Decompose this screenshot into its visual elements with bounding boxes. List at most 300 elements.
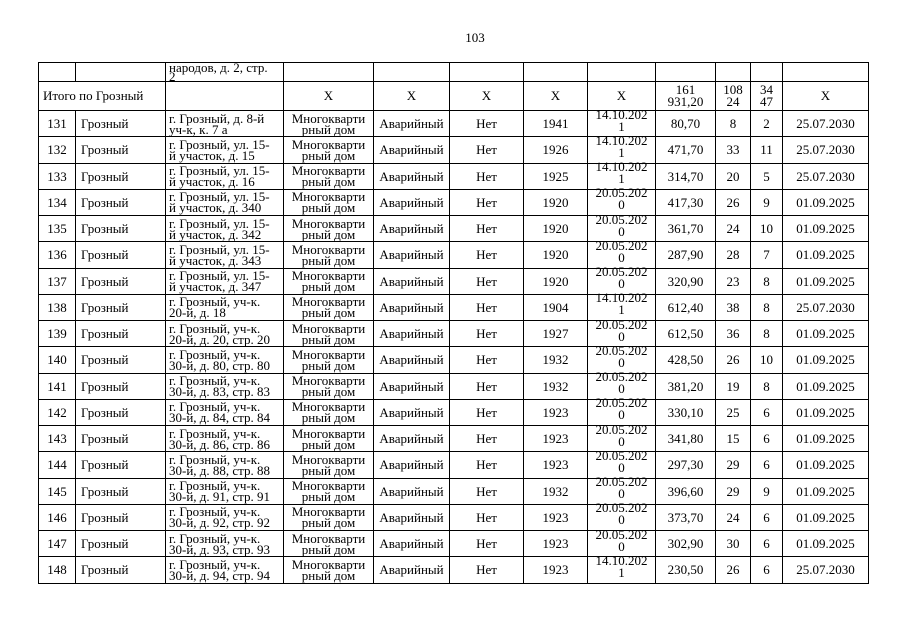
continuation-row bbox=[39, 63, 869, 82]
building-type: Многоквартирный дом bbox=[291, 215, 366, 242]
flag-value: Нет bbox=[476, 483, 497, 499]
count-a-cell bbox=[716, 373, 751, 399]
count-a-cell bbox=[716, 531, 751, 557]
flag-cell bbox=[450, 531, 524, 557]
area-cell bbox=[656, 163, 716, 189]
table-row bbox=[39, 294, 869, 320]
year-built-cell bbox=[524, 452, 588, 478]
relocation-date-cell bbox=[783, 531, 869, 557]
year-built: 1904 bbox=[542, 299, 569, 315]
recognized-date: 20.05.2020 bbox=[595, 474, 648, 502]
city-cell bbox=[76, 478, 166, 504]
table-row bbox=[39, 189, 869, 215]
count-b-cell bbox=[751, 399, 783, 425]
city-cell bbox=[76, 321, 166, 347]
table-row bbox=[39, 111, 869, 137]
table-body bbox=[39, 60, 869, 584]
city-cell bbox=[76, 268, 166, 294]
area-value: 396,60 bbox=[667, 483, 704, 499]
count-a-cell bbox=[716, 216, 751, 242]
address-text: г. Грозный, уч-к. 30-й, д. 83, стр. 83 bbox=[169, 373, 271, 400]
address-text: г. Грозный, уч-к. 30-й, д. 84, стр. 84 bbox=[169, 399, 271, 426]
city-cell bbox=[76, 294, 166, 320]
count-a-value: 33 bbox=[726, 142, 740, 158]
address-text: г. Грозный, ул. 15-й участок, д. 16 bbox=[169, 163, 270, 190]
count-b-cell bbox=[751, 504, 783, 530]
area-cell bbox=[656, 347, 716, 373]
total-label-cell bbox=[39, 82, 166, 111]
condition-cell bbox=[374, 426, 450, 452]
relocation-date-cell bbox=[783, 216, 869, 242]
relocation-date-cell bbox=[783, 137, 869, 163]
year-built: 1923 bbox=[542, 457, 569, 473]
count-a-value: 29 bbox=[726, 457, 740, 473]
building-type-cell bbox=[284, 373, 374, 399]
relocation-date: 01.09.2025 bbox=[796, 378, 855, 394]
row-number-cell bbox=[39, 137, 76, 163]
flag-value: Нет bbox=[476, 509, 497, 525]
count-b-cell bbox=[751, 347, 783, 373]
recognized-date: 20.05.2020 bbox=[595, 421, 648, 449]
area-value: 428,50 bbox=[667, 352, 704, 368]
row-number-cell bbox=[39, 321, 76, 347]
row-number: 133 bbox=[47, 168, 67, 184]
condition-status: Аварийный bbox=[379, 352, 444, 368]
condition-cell bbox=[374, 163, 450, 189]
count-a-value: 24 bbox=[726, 509, 740, 525]
count-a-cell bbox=[716, 557, 751, 583]
year-built: 1927 bbox=[542, 326, 569, 342]
condition-status: Аварийный bbox=[379, 299, 444, 315]
building-type: Многоквартирный дом bbox=[291, 346, 366, 373]
year-built-cell bbox=[524, 294, 588, 320]
city-name: Грозный bbox=[81, 194, 129, 210]
row-number: 139 bbox=[47, 326, 67, 342]
condition-cell bbox=[374, 189, 450, 215]
count-b-value: 5 bbox=[763, 168, 770, 184]
relocation-date-cell bbox=[783, 268, 869, 294]
count-b-cell bbox=[751, 373, 783, 399]
table-row bbox=[39, 321, 869, 347]
city-cell bbox=[76, 452, 166, 478]
building-type: Многоквартирный дом bbox=[291, 399, 366, 426]
address-text: г. Грозный, уч-к. 20-й, д. 20, стр. 20 bbox=[169, 320, 271, 347]
row-number: 143 bbox=[47, 431, 67, 447]
city-cell bbox=[76, 557, 166, 583]
area-value: 297,30 bbox=[667, 457, 704, 473]
recognized-date: 20.05.2020 bbox=[595, 447, 648, 475]
year-built-cell bbox=[524, 163, 588, 189]
count-b-value: 9 bbox=[763, 194, 770, 210]
count-a-cell bbox=[716, 242, 751, 268]
row-number-cell bbox=[39, 347, 76, 373]
condition-cell bbox=[374, 399, 450, 425]
city-name: Грозный bbox=[81, 221, 129, 237]
address-text: г. Грозный, уч-к. 30-й, д. 88, стр. 88 bbox=[169, 451, 271, 478]
table-row bbox=[39, 137, 869, 163]
count-b-value: 8 bbox=[763, 378, 770, 394]
relocation-date: 25.07.2030 bbox=[796, 299, 855, 315]
total-row bbox=[39, 82, 869, 111]
total-relocation-date: X bbox=[820, 88, 831, 103]
area-value: 612,50 bbox=[667, 326, 704, 342]
condition-cell bbox=[374, 111, 450, 137]
area-cell bbox=[656, 189, 716, 215]
flag-value: Нет bbox=[476, 326, 497, 342]
recognized-date: 20.05.2020 bbox=[595, 185, 648, 213]
table-row bbox=[39, 373, 869, 399]
condition-status: Аварийный bbox=[379, 536, 444, 552]
condition-status: Аварийный bbox=[379, 404, 444, 420]
flag-cell bbox=[450, 452, 524, 478]
count-b-value: 6 bbox=[763, 562, 770, 578]
building-type-cell bbox=[284, 216, 374, 242]
condition-cell bbox=[374, 478, 450, 504]
count-b-cell bbox=[751, 321, 783, 347]
row-number: 146 bbox=[47, 509, 67, 525]
year-built-cell bbox=[524, 557, 588, 583]
building-type-cell bbox=[284, 294, 374, 320]
relocation-date-cell bbox=[783, 294, 869, 320]
year-built-cell bbox=[524, 321, 588, 347]
row-number-cell bbox=[39, 216, 76, 242]
relocation-date: 01.09.2025 bbox=[796, 247, 855, 263]
count-b-cell bbox=[751, 137, 783, 163]
flag-value: Нет bbox=[476, 431, 497, 447]
total-building-type-cell bbox=[284, 82, 374, 111]
count-a-cell bbox=[716, 399, 751, 425]
building-type-cell bbox=[284, 242, 374, 268]
building-type-cell bbox=[284, 189, 374, 215]
recognized-date: 20.05.2020 bbox=[595, 316, 648, 344]
count-a-cell bbox=[716, 268, 751, 294]
row-number: 138 bbox=[47, 299, 67, 315]
area-cell bbox=[656, 373, 716, 399]
condition-cell bbox=[374, 321, 450, 347]
flag-value: Нет bbox=[476, 168, 497, 184]
count-a-value: 23 bbox=[726, 273, 740, 289]
row-number: 141 bbox=[47, 378, 67, 394]
count-a-value: 26 bbox=[726, 194, 740, 210]
area-cell bbox=[656, 452, 716, 478]
count-b-cell bbox=[751, 111, 783, 137]
address-cell bbox=[166, 242, 284, 268]
count-b-cell bbox=[751, 531, 783, 557]
building-type: Многоквартирный дом bbox=[291, 504, 366, 531]
building-type: Многоквартирный дом bbox=[291, 241, 366, 268]
year-built-cell bbox=[524, 504, 588, 530]
count-a-cell bbox=[716, 321, 751, 347]
count-a-value: 20 bbox=[726, 168, 740, 184]
total-flag-cell bbox=[450, 82, 524, 111]
table-row bbox=[39, 242, 869, 268]
total-count-a-cell bbox=[716, 82, 751, 111]
address-cell bbox=[166, 373, 284, 399]
area-value: 471,70 bbox=[667, 142, 704, 158]
condition-status: Аварийный bbox=[379, 194, 444, 210]
relocation-date: 01.09.2025 bbox=[796, 326, 855, 342]
table-row bbox=[39, 478, 869, 504]
building-type-cell bbox=[284, 347, 374, 373]
area-value: 230,50 bbox=[667, 562, 704, 578]
city-name: Грозный bbox=[81, 116, 129, 132]
city-cell bbox=[76, 137, 166, 163]
year-built: 1923 bbox=[542, 509, 569, 525]
flag-value: Нет bbox=[476, 457, 497, 473]
building-type-cell bbox=[284, 321, 374, 347]
recognized-date-cell bbox=[588, 552, 656, 583]
address-cell bbox=[166, 399, 284, 425]
city-name: Грозный bbox=[81, 483, 129, 499]
area-cell bbox=[656, 399, 716, 425]
city-name: Грозный bbox=[81, 142, 129, 158]
empty-cell bbox=[656, 63, 716, 82]
count-a-value: 36 bbox=[726, 326, 740, 342]
flag-value: Нет bbox=[476, 536, 497, 552]
count-b-value: 8 bbox=[763, 273, 770, 289]
empty-cell bbox=[374, 63, 450, 82]
count-b-value: 8 bbox=[763, 299, 770, 315]
year-built: 1932 bbox=[542, 483, 569, 499]
total-area: 161 931,20 bbox=[667, 82, 704, 109]
address-cell bbox=[166, 60, 284, 84]
relocation-date: 01.09.2025 bbox=[796, 221, 855, 237]
flag-cell bbox=[450, 504, 524, 530]
address-cell bbox=[166, 111, 284, 137]
relocation-date: 25.07.2030 bbox=[796, 562, 855, 578]
year-built: 1932 bbox=[542, 352, 569, 368]
count-a-value: 25 bbox=[726, 404, 740, 420]
year-built: 1926 bbox=[542, 142, 569, 158]
count-b-value: 10 bbox=[760, 221, 773, 237]
city-name: Грозный bbox=[81, 247, 129, 263]
area-cell bbox=[656, 137, 716, 163]
row-number-cell bbox=[39, 111, 76, 137]
empty-cell bbox=[524, 63, 588, 82]
count-b-cell bbox=[751, 426, 783, 452]
address-cell bbox=[166, 216, 284, 242]
relocation-date-cell bbox=[783, 163, 869, 189]
count-a-cell bbox=[716, 426, 751, 452]
recognized-date: 20.05.2020 bbox=[595, 395, 648, 423]
address-text: г. Грозный, уч-к. 30-й, д. 93, стр. 93 bbox=[169, 530, 271, 557]
city-cell bbox=[76, 111, 166, 137]
building-type: Многоквартирный дом bbox=[291, 451, 366, 478]
city-cell bbox=[76, 373, 166, 399]
area-value: 302,90 bbox=[667, 536, 704, 552]
address-cell bbox=[166, 557, 284, 583]
city-name: Грозный bbox=[81, 536, 129, 552]
count-b-value: 2 bbox=[763, 116, 770, 132]
total-area-cell bbox=[656, 82, 716, 111]
count-b-cell bbox=[751, 163, 783, 189]
city-cell bbox=[76, 399, 166, 425]
condition-status: Аварийный bbox=[379, 221, 444, 237]
city-cell bbox=[76, 163, 166, 189]
condition-status: Аварийный bbox=[379, 247, 444, 263]
address-cell bbox=[166, 452, 284, 478]
flag-cell bbox=[450, 478, 524, 504]
city-name: Грозный bbox=[81, 299, 129, 315]
total-condition: X bbox=[406, 88, 417, 103]
relocation-date: 01.09.2025 bbox=[796, 536, 855, 552]
row-number-cell bbox=[39, 504, 76, 530]
building-type-cell bbox=[284, 137, 374, 163]
condition-status: Аварийный bbox=[379, 457, 444, 473]
count-a-value: 29 bbox=[726, 483, 740, 499]
flag-cell bbox=[450, 163, 524, 189]
count-a-cell bbox=[716, 478, 751, 504]
condition-cell bbox=[374, 137, 450, 163]
building-type-cell bbox=[284, 163, 374, 189]
condition-status: Аварийный bbox=[379, 142, 444, 158]
year-built-cell bbox=[524, 399, 588, 425]
recognized-date: 20.05.2020 bbox=[595, 342, 648, 370]
year-built-cell bbox=[524, 426, 588, 452]
flag-cell bbox=[450, 216, 524, 242]
city-name: Грозный bbox=[81, 326, 129, 342]
recognized-date: 14.10.2021 bbox=[595, 552, 648, 580]
count-b-cell bbox=[751, 478, 783, 504]
year-built-cell bbox=[524, 111, 588, 137]
city-name: Грозный bbox=[81, 562, 129, 578]
flag-value: Нет bbox=[476, 273, 497, 289]
building-type: Многоквартирный дом bbox=[291, 189, 366, 216]
relocation-date-cell bbox=[783, 189, 869, 215]
address-cell bbox=[166, 189, 284, 215]
flag-cell bbox=[450, 426, 524, 452]
row-number: 132 bbox=[47, 142, 67, 158]
address-cell bbox=[166, 163, 284, 189]
count-a-cell bbox=[716, 163, 751, 189]
flag-value: Нет bbox=[476, 116, 497, 132]
building-type-cell bbox=[284, 268, 374, 294]
address-cell bbox=[166, 137, 284, 163]
count-a-cell bbox=[716, 189, 751, 215]
building-type: Многоквартирный дом bbox=[291, 110, 366, 137]
condition-status: Аварийный bbox=[379, 273, 444, 289]
count-b-cell bbox=[751, 268, 783, 294]
flag-value: Нет bbox=[476, 562, 497, 578]
condition-cell bbox=[374, 216, 450, 242]
address-text: г. Грозный, ул. 15-й участок, д. 347 bbox=[169, 268, 270, 295]
count-a-value: 8 bbox=[729, 116, 737, 132]
flag-cell bbox=[450, 347, 524, 373]
year-built-cell bbox=[524, 478, 588, 504]
relocation-date: 25.07.2030 bbox=[796, 116, 855, 132]
row-number: 140 bbox=[47, 352, 67, 368]
row-number: 148 bbox=[47, 562, 67, 578]
count-a-value: 28 bbox=[726, 247, 740, 263]
area-cell bbox=[656, 242, 716, 268]
table-row bbox=[39, 504, 869, 530]
row-number: 145 bbox=[47, 483, 67, 499]
count-a-value: 19 bbox=[726, 378, 740, 394]
empty-cell bbox=[751, 63, 783, 82]
city-cell bbox=[76, 242, 166, 268]
relocation-date: 01.09.2025 bbox=[796, 194, 855, 210]
count-b-value: 6 bbox=[763, 431, 770, 447]
flag-value: Нет bbox=[476, 247, 497, 263]
building-type: Многоквартирный дом bbox=[291, 425, 366, 452]
area-cell bbox=[656, 111, 716, 137]
area-value: 320,90 bbox=[667, 273, 704, 289]
flag-value: Нет bbox=[476, 299, 497, 315]
row-number: 136 bbox=[47, 247, 67, 263]
condition-cell bbox=[374, 294, 450, 320]
building-type: Многоквартирный дом bbox=[291, 320, 366, 347]
table-row bbox=[39, 557, 869, 583]
empty-cell bbox=[588, 63, 656, 82]
count-a-value: 26 bbox=[726, 562, 740, 578]
area-value: 287,90 bbox=[667, 247, 704, 263]
flag-cell bbox=[450, 137, 524, 163]
empty-cell bbox=[716, 63, 751, 82]
count-b-value: 6 bbox=[763, 404, 770, 420]
address-cell bbox=[166, 347, 284, 373]
recognized-date: 20.05.2020 bbox=[595, 526, 648, 554]
year-built-cell bbox=[524, 268, 588, 294]
city-cell bbox=[76, 504, 166, 530]
year-built-cell bbox=[524, 531, 588, 557]
city-name: Грозный bbox=[81, 273, 129, 289]
address-text: народов, д. 2, стр. 2 bbox=[169, 60, 268, 84]
condition-cell bbox=[374, 242, 450, 268]
emergency-housing-table bbox=[38, 62, 869, 584]
area-value: 341,80 bbox=[667, 431, 704, 447]
address-text: г. Грозный, ул. 15-й участок, д. 342 bbox=[169, 215, 270, 242]
flag-cell bbox=[450, 557, 524, 583]
flag-cell bbox=[450, 399, 524, 425]
count-a-value: 30 bbox=[726, 536, 740, 552]
count-a-cell bbox=[716, 111, 751, 137]
building-type-cell bbox=[284, 504, 374, 530]
recognized-date: 14.10.2021 bbox=[595, 106, 648, 134]
flag-value: Нет bbox=[476, 404, 497, 420]
row-number-cell bbox=[39, 242, 76, 268]
count-b-value: 7 bbox=[763, 247, 770, 263]
relocation-date-cell bbox=[783, 373, 869, 399]
relocation-date: 01.09.2025 bbox=[796, 509, 855, 525]
condition-cell bbox=[374, 452, 450, 478]
year-built: 1925 bbox=[542, 168, 569, 184]
count-a-cell bbox=[716, 137, 751, 163]
total-condition-cell bbox=[374, 82, 450, 111]
city-name: Грозный bbox=[81, 457, 129, 473]
count-b-cell bbox=[751, 189, 783, 215]
building-type: Многоквартирный дом bbox=[291, 530, 366, 557]
address-text: г. Грозный, уч-к. 30-й, д. 86, стр. 86 bbox=[169, 425, 271, 452]
flag-cell bbox=[450, 189, 524, 215]
area-value: 612,40 bbox=[667, 299, 704, 315]
total-count-a: 10824 bbox=[723, 82, 743, 109]
count-a-cell bbox=[716, 294, 751, 320]
row-number-cell bbox=[39, 478, 76, 504]
row-number-cell bbox=[39, 294, 76, 320]
condition-status: Аварийный bbox=[379, 431, 444, 447]
area-cell bbox=[656, 216, 716, 242]
area-cell bbox=[656, 557, 716, 583]
relocation-date: 01.09.2025 bbox=[796, 431, 855, 447]
row-number: 131 bbox=[47, 116, 67, 132]
area-cell bbox=[656, 504, 716, 530]
condition-cell bbox=[374, 373, 450, 399]
relocation-date: 01.09.2025 bbox=[796, 404, 855, 420]
year-built: 1923 bbox=[542, 536, 569, 552]
count-a-value: 38 bbox=[726, 299, 740, 315]
row-number-cell bbox=[39, 557, 76, 583]
flag-cell bbox=[450, 294, 524, 320]
